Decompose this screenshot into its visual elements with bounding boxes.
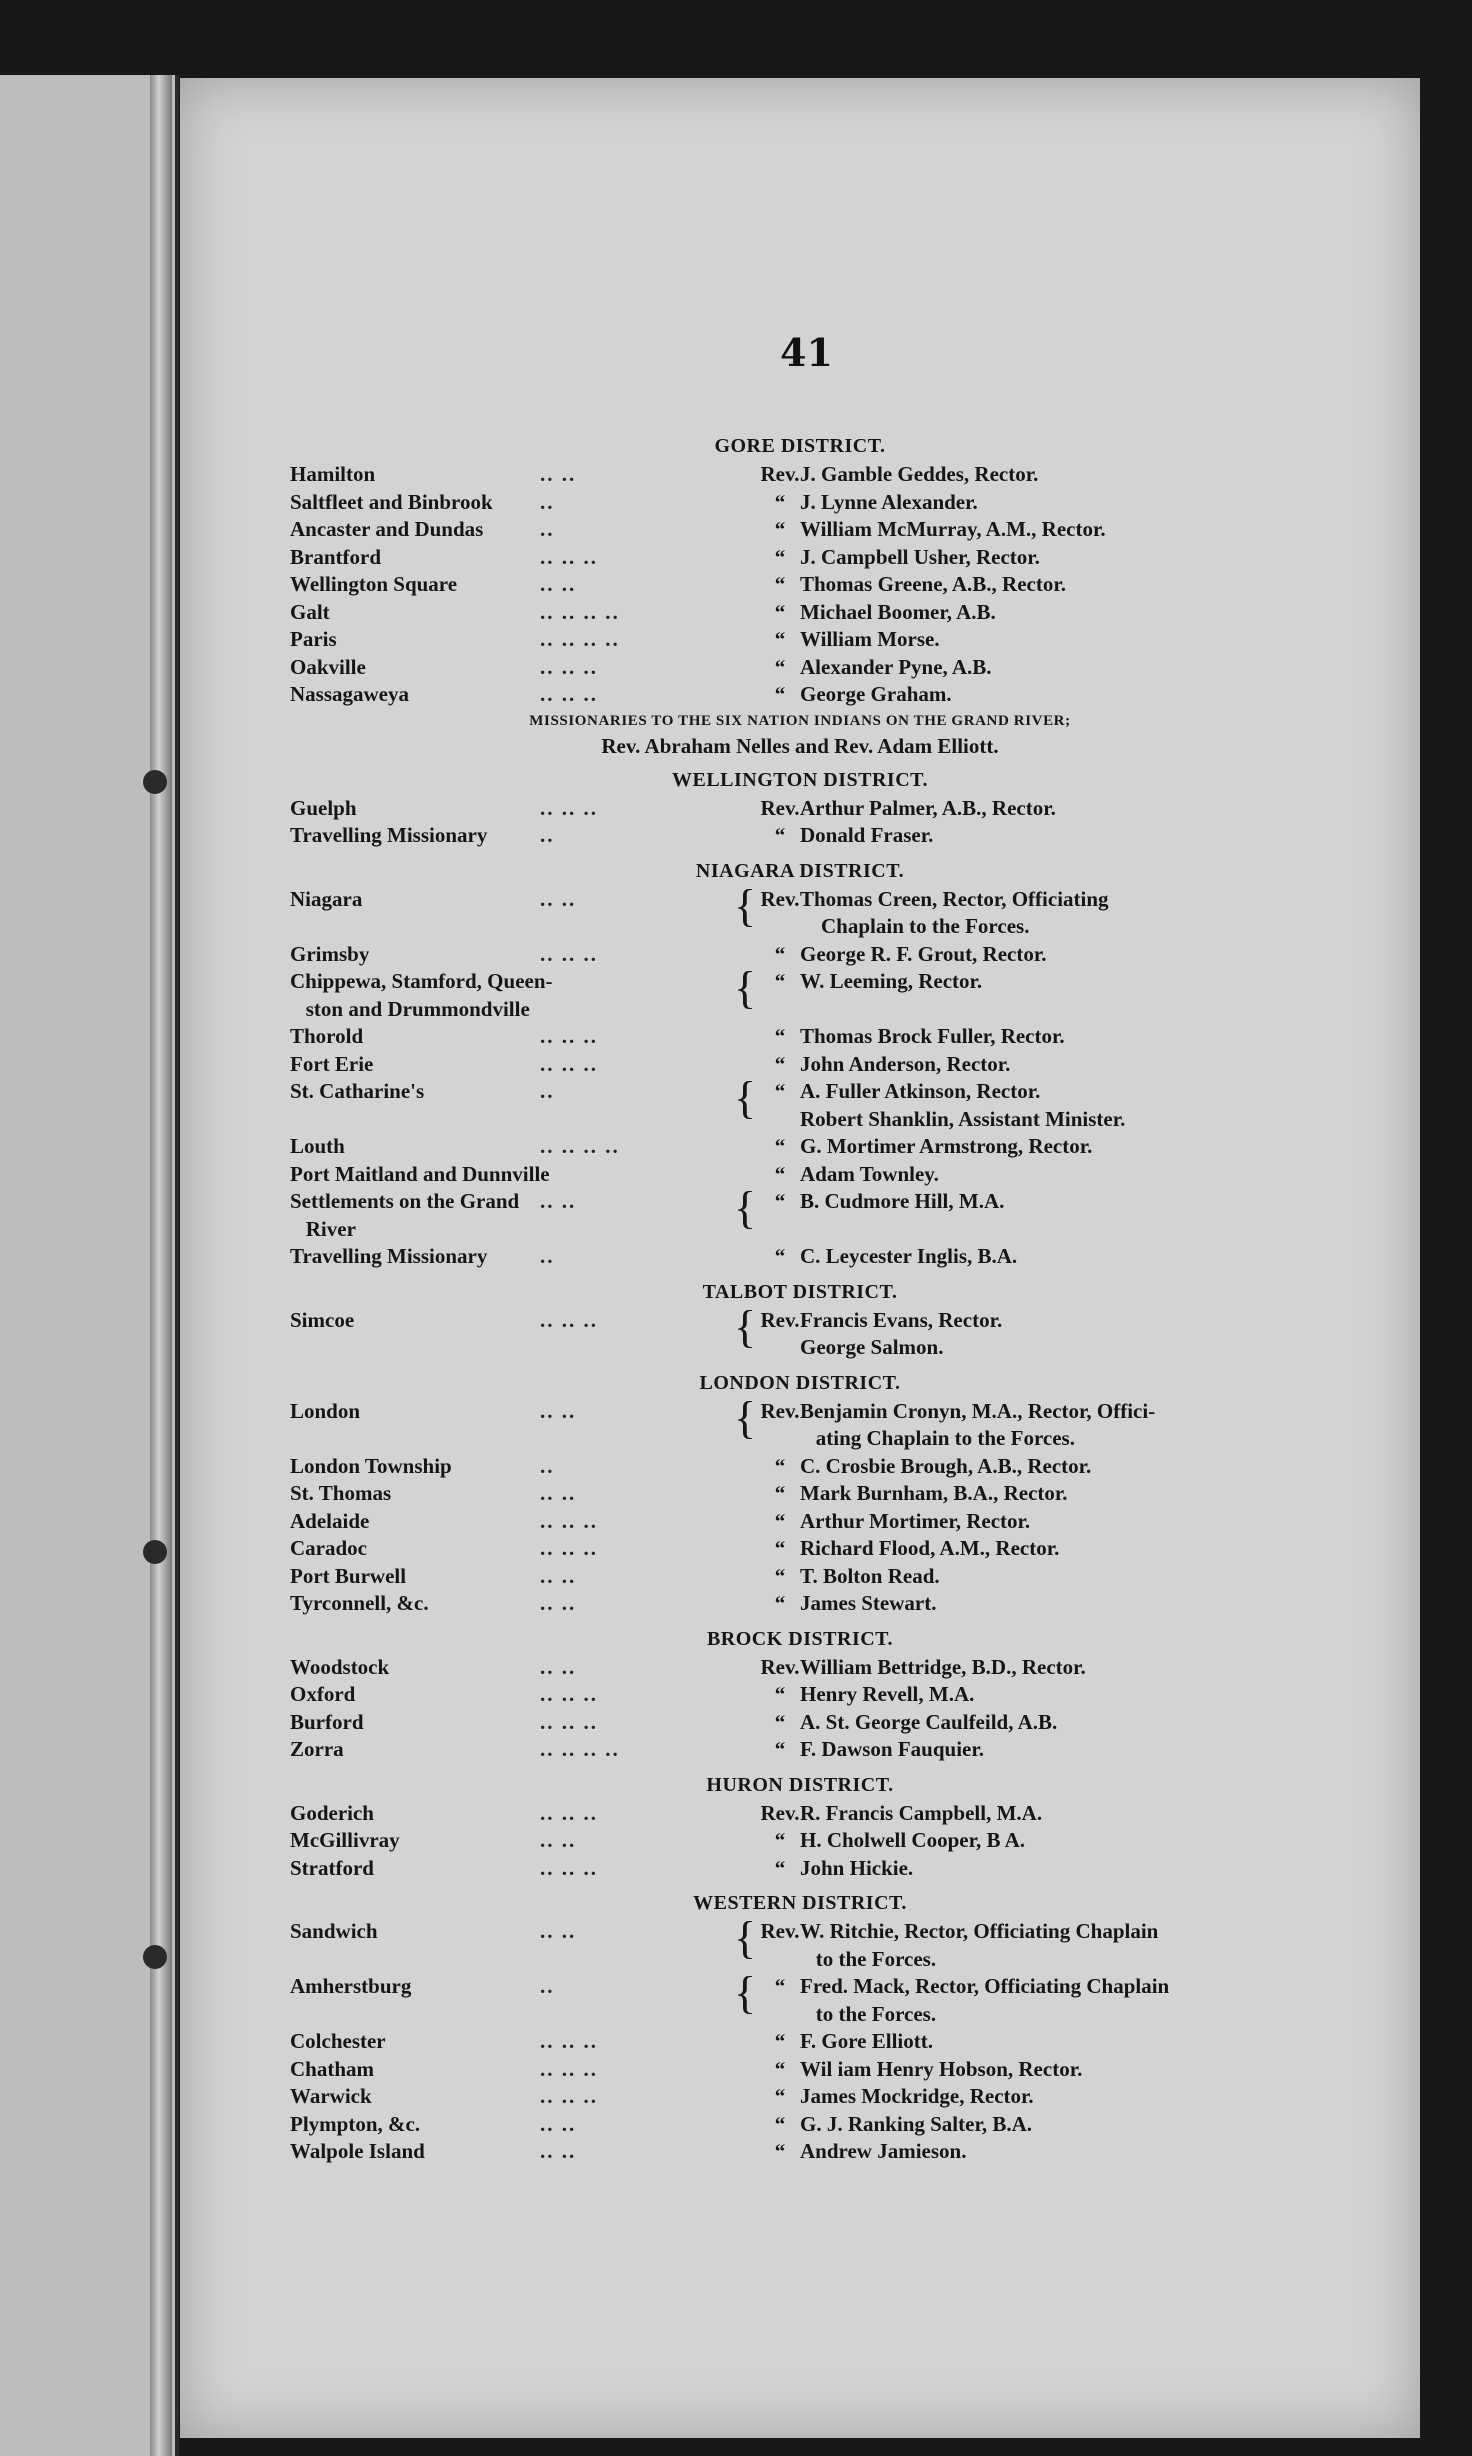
leader-dots: .. .. .. ..	[540, 1737, 620, 1761]
entry-row	[290, 1023, 1310, 1051]
rev-prefix: Rev.	[760, 795, 800, 820]
clergy-names	[800, 1161, 1310, 1189]
district-heading: WESTERN DISTRICT.	[693, 1892, 907, 1914]
leader-dots: ..	[540, 1453, 555, 1478]
entry-row	[290, 2056, 1310, 2084]
clergy-names	[800, 1243, 1310, 1271]
place-name: Tyrconnell, &c.	[290, 1591, 429, 1615]
place-name: Port Burwell	[290, 1563, 407, 1588]
ditto-mark: “	[774, 823, 786, 847]
district-heading: LONDON DISTRICT.	[699, 1371, 901, 1394]
district-section	[290, 1277, 1310, 1362]
clergy-name-line: F. Dawson Fauquier.	[800, 1737, 984, 1761]
entry-row	[290, 1453, 1310, 1481]
rev-prefix: Rev.	[760, 462, 800, 486]
leader-dots: .. .. ..	[540, 544, 598, 569]
clergy-name-line: Arthur Mortimer, Rector.	[800, 1508, 1031, 1533]
clergy-names	[800, 1453, 1310, 1481]
entry-row	[290, 1827, 1310, 1855]
place-name: Port Maitland and Dunnville	[290, 1161, 550, 1186]
leader-dots: .. ..	[540, 1398, 577, 1423]
clergy-names	[800, 599, 1310, 627]
clergy-names	[800, 795, 1310, 823]
clergy-name-line: William Bettridge, B.D., Rector.	[800, 1654, 1086, 1679]
ditto-mark: “	[774, 1563, 786, 1588]
place-name: Travelling Missionary	[290, 823, 488, 847]
clergy-name-line: James Stewart.	[800, 1591, 937, 1615]
clergy-name-line: A. Fuller Atkinson, Rector.	[800, 1079, 1041, 1103]
ditto-mark: “	[774, 1591, 786, 1615]
leader-dots: .. .. ..	[540, 1800, 598, 1825]
place-name: Woodstock	[290, 1654, 390, 1679]
leader-dots: .. ..	[540, 2111, 577, 2136]
entry-row	[290, 489, 1310, 517]
leader-dots: .. .. ..	[540, 1307, 598, 1332]
ditto-mark: “	[774, 1682, 786, 1706]
brace-glyph: {	[733, 1391, 757, 1443]
place-name: Oakville	[290, 654, 366, 679]
place-name: Colchester	[290, 2029, 386, 2053]
clergy-names	[800, 1535, 1310, 1563]
clergy-name-line: Henry Revell, M.A.	[800, 1682, 975, 1706]
entry-row	[290, 1563, 1310, 1591]
district-heading: TALBOT DISTRICT.	[702, 1280, 898, 1303]
ditto-mark: “	[774, 2056, 786, 2081]
ditto-mark: “	[774, 1508, 786, 1533]
leader-dots: .. ..	[540, 2139, 577, 2163]
place-name: Fort Erie	[290, 1051, 374, 1076]
rev-prefix: Rev.	[760, 1919, 800, 1943]
brace-glyph: {	[733, 1182, 757, 1233]
clergy-names	[800, 1133, 1310, 1161]
entry-row	[290, 1590, 1310, 1618]
rev-prefix: Rev.	[760, 1398, 800, 1423]
entry-row	[290, 1967, 1310, 2028]
ditto-mark: “	[774, 654, 786, 679]
clergy-names	[800, 1023, 1310, 1051]
leader-dots: .. ..	[540, 572, 577, 596]
brace-glyph: {	[733, 1912, 757, 1963]
clergy-name-line: William McMurray, A.M., Rector.	[800, 517, 1106, 541]
clergy-name-line: A. St. George Caulfeild, A.B.	[800, 1709, 1058, 1734]
entry-row	[290, 2083, 1310, 2111]
page-number: 41	[780, 330, 833, 375]
entry-row	[290, 1800, 1310, 1828]
clergy-name-line: G. Mortimer Armstrong, Rector.	[800, 1134, 1093, 1158]
place-name: Galt	[290, 599, 330, 624]
district-section	[290, 1624, 1310, 1764]
ditto-mark: “	[774, 2139, 786, 2163]
missionaries-names: Rev. Abraham Nelles and Rev. Adam Elliott.	[601, 733, 999, 758]
place-name: Ancaster and Dundas	[290, 517, 484, 541]
place-name: Travelling Missionary	[290, 1244, 488, 1268]
place-name: Oxford	[290, 1682, 356, 1706]
entry-row	[290, 461, 1310, 489]
clergy-name-line: B. Cudmore Hill, M.A.	[800, 1189, 1005, 1213]
place-name: Sandwich	[290, 1919, 378, 1943]
entry-row	[290, 795, 1310, 823]
leader-dots: .. ..	[540, 1654, 577, 1679]
entry-row	[290, 1182, 1310, 1243]
clergy-name-line: C. Crosbie Brough, A.B., Rector.	[800, 1453, 1092, 1478]
place-name: Niagara	[290, 886, 363, 911]
district-section	[290, 431, 1310, 759]
leader-dots: .. .. ..	[540, 1682, 598, 1706]
place-name: Paris	[290, 627, 337, 651]
place-name: Settlements on the Grand River	[290, 1189, 520, 1241]
leader-dots: .. .. ..	[540, 682, 598, 706]
entry-row	[290, 1709, 1310, 1737]
leader-dots: .. ..	[540, 1189, 577, 1213]
ditto-mark: “	[774, 941, 786, 966]
clergy-names	[800, 489, 1310, 517]
entry-row	[290, 941, 1310, 969]
clergy-names	[800, 1973, 1310, 2028]
entry-row	[290, 1300, 1310, 1362]
place-name: Hamilton	[290, 462, 376, 486]
clergy-name-line: G. J. Ranking Salter, B.A.	[800, 2111, 1033, 2136]
leader-dots: ..	[540, 489, 555, 514]
clergy-names	[800, 1709, 1310, 1737]
place-name: Simcoe	[290, 1307, 355, 1332]
stitch-knot	[143, 770, 167, 794]
place-name: Stratford	[290, 1855, 374, 1880]
place-name: Nassagaweya	[290, 682, 409, 706]
leader-dots: .. .. .. ..	[540, 599, 620, 624]
place-name: Adelaide	[290, 1508, 370, 1533]
leader-dots: .. .. .. ..	[540, 1134, 620, 1158]
clergy-names	[800, 1188, 1310, 1216]
clergy-names	[800, 941, 1310, 969]
place-name: Chatham	[290, 2056, 375, 2081]
clergy-names	[800, 886, 1310, 941]
entry-row	[290, 2138, 1310, 2166]
place-name: Caradoc	[290, 1536, 367, 1560]
entry-row	[290, 1681, 1310, 1709]
clergy-name-line: Alexander Pyne, A.B.	[800, 654, 992, 679]
entry-row	[290, 1654, 1310, 1682]
leader-dots: .. .. ..	[540, 2029, 598, 2053]
district-section	[290, 1770, 1310, 1883]
ditto-mark: “	[774, 1737, 786, 1761]
clergy-names	[800, 1800, 1310, 1828]
clergy-name-line: James Mockridge, Rector.	[800, 2084, 1034, 2108]
clergy-name-line: to the Forces.	[800, 2001, 937, 2026]
clergy-name-line: Fred. Mack, Rector, Officiating Chaplain	[800, 1974, 1170, 1998]
leader-dots: .. .. ..	[540, 941, 598, 966]
ditto-mark: “	[774, 1481, 786, 1505]
entry-row	[290, 1072, 1310, 1133]
clergy-name-line: C. Leycester Inglis, B.A.	[800, 1244, 1018, 1268]
clergy-names	[800, 1480, 1310, 1508]
clergy-directory	[290, 425, 1310, 2166]
place-name: Warwick	[290, 2084, 372, 2108]
clergy-names	[800, 2083, 1310, 2111]
clergy-names	[800, 1563, 1310, 1591]
clergy-name-line: Richard Flood, A.M., Rector.	[800, 1536, 1060, 1560]
clergy-name-line: George R. F. Grout, Rector.	[800, 941, 1047, 966]
district-heading: NIAGARA DISTRICT.	[695, 859, 905, 882]
clergy-names	[800, 516, 1310, 544]
ditto-mark: “	[774, 1024, 786, 1048]
entry-row	[290, 2111, 1310, 2139]
entry-row	[290, 1161, 1310, 1189]
leader-dots: .. .. ..	[540, 654, 598, 679]
entry-row	[290, 879, 1310, 941]
clergy-name-line: William Morse.	[800, 627, 940, 651]
district-heading: BROCK DISTRICT.	[706, 1627, 894, 1650]
missionaries-heading: MISSIONARIES TO THE SIX NATION INDIANS ON THE GRAND RIVER;	[529, 712, 1071, 729]
clergy-names	[800, 654, 1310, 682]
stitch-knot	[143, 1540, 167, 1564]
leader-dots: .. .. ..	[540, 2084, 598, 2108]
place-name: Zorra	[290, 1737, 344, 1761]
leader-dots: ..	[540, 1974, 555, 1998]
leader-dots: .. .. ..	[540, 1536, 598, 1560]
clergy-name-line: Mark Burnham, B.A., Rector.	[800, 1481, 1068, 1505]
clergy-name-line: Michael Boomer, A.B.	[800, 599, 996, 624]
district-section	[290, 765, 1310, 850]
ditto-mark: “	[774, 1051, 786, 1076]
leader-dots: .. .. ..	[540, 1024, 598, 1048]
entry-row	[290, 1133, 1310, 1161]
clergy-names	[800, 1051, 1310, 1079]
leader-dots: .. .. ..	[540, 1051, 598, 1076]
place-name: Plympton, &c.	[290, 2111, 421, 2136]
leader-dots: .. .. ..	[540, 795, 598, 820]
clergy-names	[800, 681, 1310, 709]
ditto-mark: “	[774, 599, 786, 624]
entry-row	[290, 1736, 1310, 1764]
clergy-name-line: Chaplain to the Forces.	[800, 914, 1030, 938]
clergy-name-line: to the Forces.	[800, 1946, 937, 1971]
leader-dots: .. ..	[540, 462, 577, 486]
brace-glyph: {	[733, 1967, 757, 2018]
place-name: Chippewa, Stamford, Queen- ston and Drummondville	[290, 969, 553, 1021]
district-section	[290, 1888, 1310, 2166]
entry-row	[290, 544, 1310, 572]
leader-dots: .. .. ..	[540, 1508, 598, 1533]
ditto-mark: “	[774, 489, 786, 514]
leader-dots: .. ..	[540, 1828, 577, 1852]
brace-glyph: {	[733, 1300, 757, 1352]
clergy-names	[800, 571, 1310, 599]
leader-dots: ..	[540, 1079, 555, 1103]
ditto-mark: “	[774, 572, 786, 596]
brace-glyph: {	[733, 962, 757, 1013]
clergy-name-line: John Anderson, Rector.	[800, 1051, 1011, 1076]
clergy-name-line: Adam Townley.	[800, 1161, 939, 1186]
entry-row	[290, 1480, 1310, 1508]
clergy-names	[800, 1827, 1310, 1855]
ditto-mark: “	[774, 1244, 786, 1268]
district-section	[290, 856, 1310, 1271]
clergy-name-line: Francis Evans, Rector.	[800, 1307, 1003, 1332]
rev-prefix: Rev.	[760, 1307, 800, 1332]
place-name: Brantford	[290, 544, 381, 569]
place-name: Amherstburg	[290, 1974, 412, 1998]
clergy-name-line: Donald Fraser.	[800, 823, 934, 847]
entry-row	[290, 962, 1310, 1023]
clergy-names	[800, 2138, 1310, 2166]
leader-dots: .. ..	[540, 1591, 577, 1615]
clergy-name-line: Thomas Creen, Rector, Officiating	[800, 886, 1109, 911]
leader-dots: .. .. ..	[540, 1855, 598, 1880]
clergy-names	[800, 1590, 1310, 1618]
clergy-name-line: Benjamin Cronyn, M.A., Rector, Offici-	[800, 1398, 1156, 1423]
clergy-name-line: W. Ritchie, Rector, Officiating Chaplain	[800, 1919, 1159, 1943]
place-name: Saltfleet and Binbrook	[290, 489, 493, 514]
rev-prefix: Rev.	[760, 1654, 800, 1679]
ditto-mark: “	[774, 1453, 786, 1478]
clergy-names	[800, 626, 1310, 654]
clergy-name-line: R. Francis Campbell, M.A.	[800, 1800, 1043, 1825]
clergy-names	[800, 968, 1310, 996]
entry-row	[290, 1855, 1310, 1883]
entry-row	[290, 1508, 1310, 1536]
ditto-mark: “	[774, 1855, 786, 1880]
rev-prefix: Rev.	[760, 1800, 800, 1825]
ditto-mark: “	[774, 2084, 786, 2108]
entry-row	[290, 1051, 1310, 1079]
clergy-name-line: John Hickie.	[800, 1855, 914, 1880]
clergy-names	[800, 1681, 1310, 1709]
clergy-name-line: J. Gamble Geddes, Rector.	[800, 462, 1039, 486]
clergy-names	[800, 1654, 1310, 1682]
ditto-mark: “	[774, 517, 786, 541]
entry-row	[290, 571, 1310, 599]
clergy-name-line: F. Gore Elliott.	[800, 2029, 933, 2053]
clergy-names	[800, 2028, 1310, 2056]
place-name: Thorold	[290, 1024, 364, 1048]
place-name: St. Catharine's	[290, 1079, 425, 1103]
entry-row	[290, 516, 1310, 544]
entry-row	[290, 822, 1310, 850]
clergy-name-line: George Graham.	[800, 682, 952, 706]
clergy-name-line: Andrew Jamieson.	[800, 2139, 967, 2163]
leader-dots: .. ..	[540, 1481, 577, 1505]
clergy-names	[800, 1855, 1310, 1883]
clergy-names	[800, 461, 1310, 489]
leader-dots: .. ..	[540, 1563, 577, 1588]
clergy-names	[800, 822, 1310, 850]
leader-dots: .. ..	[540, 1919, 577, 1943]
ditto-mark: “	[774, 1974, 786, 1998]
leader-dots: .. .. ..	[540, 1709, 598, 1734]
district-section	[290, 1368, 1310, 1618]
clergy-names	[800, 1918, 1310, 1973]
clergy-names	[800, 1307, 1310, 1362]
clergy-name-line: J. Lynne Alexander.	[800, 489, 978, 514]
entry-row	[290, 681, 1310, 709]
ditto-mark: “	[774, 969, 786, 993]
entry-row	[290, 1535, 1310, 1563]
ditto-mark: “	[774, 1709, 786, 1734]
ditto-mark: “	[774, 682, 786, 706]
brace-glyph: {	[733, 879, 757, 931]
place-name: St. Thomas	[290, 1481, 392, 1505]
ditto-mark: “	[774, 544, 786, 569]
place-name: London Township	[290, 1453, 452, 1478]
place-name: Wellington Square	[290, 572, 458, 596]
place-name: Grimsby	[290, 941, 370, 966]
clergy-name-line: J. Campbell Usher, Rector.	[800, 544, 1040, 569]
leader-dots: ..	[540, 1244, 555, 1268]
leader-dots: .. .. ..	[540, 2056, 598, 2081]
entry-row	[290, 1912, 1310, 1973]
entry-row	[290, 654, 1310, 682]
clergy-name-line: Wil iam Henry Hobson, Rector.	[800, 2056, 1083, 2081]
clergy-names	[800, 544, 1310, 572]
clergy-name-line: H. Cholwell Cooper, B A.	[800, 1828, 1025, 1852]
district-heading: GORE DISTRICT.	[714, 435, 886, 457]
place-name: Walpole Island	[290, 2139, 425, 2163]
clergy-names	[800, 1398, 1310, 1453]
entry-row	[290, 1243, 1310, 1271]
clergy-names	[800, 1736, 1310, 1764]
place-name: London	[290, 1398, 361, 1423]
district-heading: WELLINGTON DISTRICT.	[672, 768, 928, 791]
clergy-names	[800, 1078, 1310, 1133]
clergy-names	[800, 2111, 1310, 2139]
clergy-name-line: Robert Shanklin, Assistant Minister.	[800, 1106, 1126, 1131]
ditto-mark: “	[774, 1079, 786, 1103]
ditto-mark: “	[774, 2029, 786, 2053]
binding-stitch	[150, 75, 172, 2456]
ditto-mark: “	[774, 1189, 786, 1213]
ditto-mark: “	[774, 1134, 786, 1158]
clergy-names	[800, 1508, 1310, 1536]
rev-prefix: Rev.	[760, 886, 800, 911]
entry-row	[290, 626, 1310, 654]
district-heading: HURON DISTRICT.	[706, 1773, 894, 1796]
leader-dots: .. ..	[540, 886, 577, 911]
ditto-mark: “	[774, 1828, 786, 1852]
place-name: Guelph	[290, 795, 357, 820]
clergy-names	[800, 2056, 1310, 2084]
place-name: Louth	[290, 1134, 345, 1158]
clergy-name-line: Thomas Brock Fuller, Rector.	[800, 1024, 1065, 1048]
ditto-mark: “	[774, 1536, 786, 1560]
ditto-mark: “	[774, 1161, 786, 1186]
clergy-name-line: George Salmon.	[800, 1335, 944, 1359]
leader-dots: ..	[540, 517, 555, 541]
entry-row	[290, 2028, 1310, 2056]
place-name: Goderich	[290, 1800, 374, 1825]
place-name: McGillivray	[290, 1828, 400, 1852]
clergy-name-line: ating Chaplain to the Forces.	[800, 1426, 1075, 1450]
clergy-name-line: Thomas Greene, A.B., Rector.	[800, 572, 1066, 596]
leader-dots: .. .. .. ..	[540, 627, 620, 651]
place-name: Burford	[290, 1709, 364, 1734]
stitch-knot	[143, 1945, 167, 1969]
ditto-mark: “	[774, 2111, 786, 2136]
clergy-name-line: W. Leeming, Rector.	[800, 969, 983, 993]
clergy-name-line: T. Bolton Read.	[800, 1563, 940, 1588]
brace-glyph: {	[733, 1072, 757, 1123]
clergy-name-line: Arthur Palmer, A.B., Rector.	[800, 795, 1056, 820]
ditto-mark: “	[774, 627, 786, 651]
leader-dots: ..	[540, 823, 555, 847]
entry-row	[290, 1391, 1310, 1453]
entry-row	[290, 599, 1310, 627]
